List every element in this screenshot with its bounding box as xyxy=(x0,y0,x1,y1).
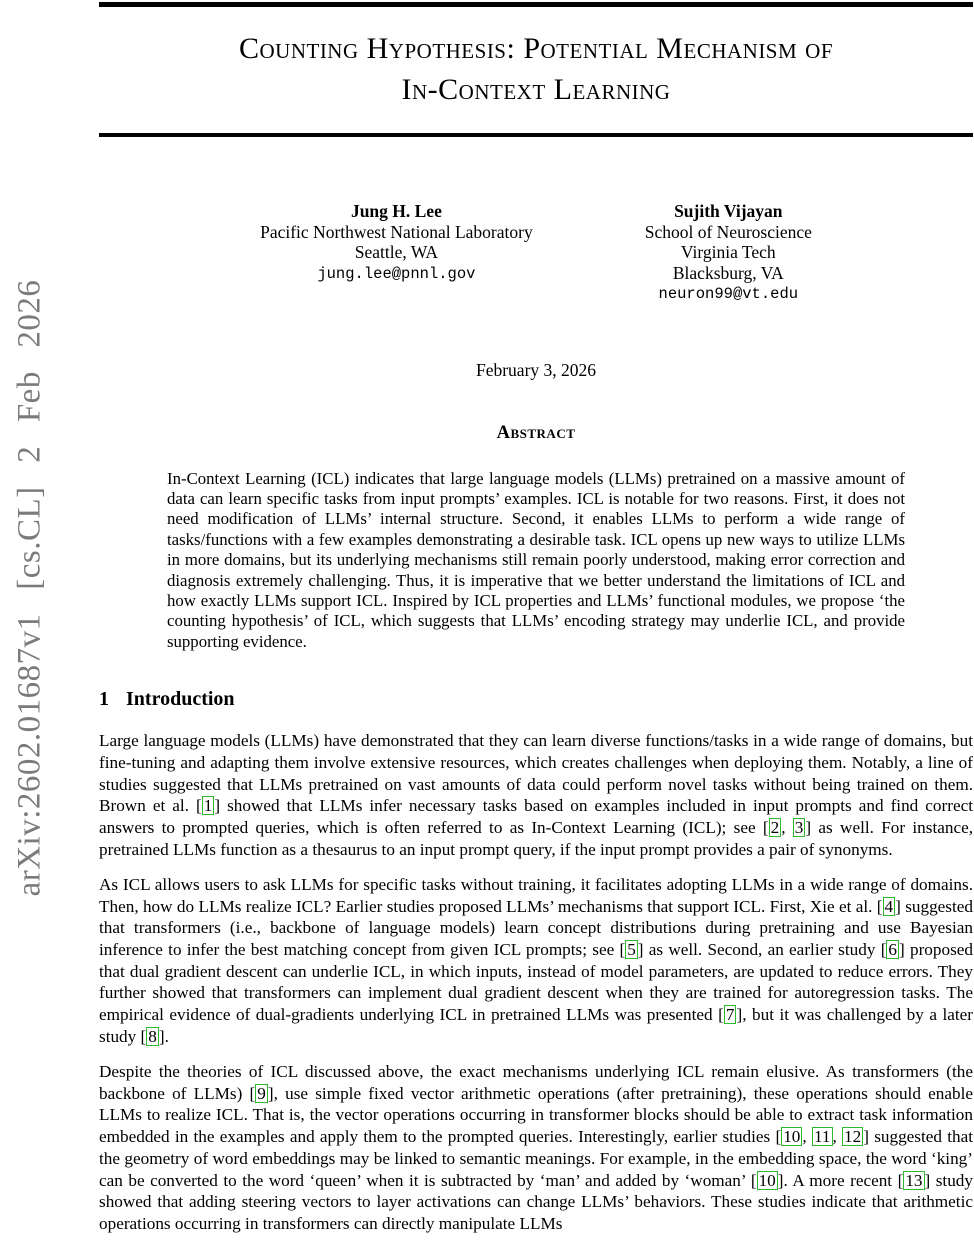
section-number: 1 xyxy=(99,688,109,711)
paper-date: February 3, 2026 xyxy=(475,359,597,380)
author-name: Sujith Vijayan xyxy=(674,201,783,221)
author-affiliation-line: School of Neuroscience xyxy=(644,221,812,242)
author-email: neuron99@vt.edu xyxy=(658,285,799,303)
citation-link[interactable]: [ 5 ] xyxy=(619,939,644,959)
citation-link[interactable]: [ 6 ] xyxy=(880,939,905,959)
citation-number[interactable]: 2 xyxy=(770,817,780,837)
body-paragraphs xyxy=(99,730,973,1234)
paragraph: Large language models (LLMs) have demonstrated that they can learn diverse functions/tasks in a wide range of domains, but fine-tuning and adapting them involve extensive resources, which creates challenges when deploying them. Notably, a line of studies suggested that LLMs pretrained on vast amounts of data could perform novel tasks without being trained on them. Brown et al. [ 1 ] showed that LLMs infer necessary tasks based on examples included in input prompts and find correct answers to prompted queries, which is often referred to as In-Context Learning (ICL); see [ 2 , 3 ] as well. For instance, pretrained LLMs function as a thesaurus to an input prompt query, if the input prompt provides a pair of synonyms. xyxy=(99,731,973,859)
citation-number[interactable]: 4 xyxy=(884,896,894,916)
arxiv-watermark: arXiv:2602.01687v1 [cs.CL] 2 Feb 2026 xyxy=(11,279,48,897)
citation-link[interactable]: [ 4 ] xyxy=(876,896,901,916)
paper-title-line2: In-Context Learning xyxy=(401,73,671,106)
citation-number[interactable]: 8 xyxy=(148,1026,157,1046)
citation-number[interactable]: 5 xyxy=(627,939,636,959)
citation-link[interactable]: [ 8 ] xyxy=(140,1026,165,1046)
title-rule xyxy=(99,133,973,137)
authors-row xyxy=(99,201,973,305)
page-content xyxy=(99,0,973,1248)
citation-number[interactable]: 10 xyxy=(783,1127,801,1147)
citation-number[interactable]: 12 xyxy=(844,1127,862,1147)
author-affiliation-line: Virginia Tech xyxy=(680,242,776,262)
author-block-2 xyxy=(645,201,812,305)
abstract-text: In-Context Learning (ICL) indicates that large language models (LLMs) pretrained on a massive amount of data can learn specific tasks from input prompts’ examples. ICL is notable for two reasons. First, it does not need modification of LLMs’ internal structure. Second, it enables LLMs to perform a wide range of tasks/functions with a few examples demonstrating a desirable task. ICL opens up new ways to utilize LLMs in more domains, but its underlying mechanisms still remain poorly understood, making error correction and diagnosis extremely challenging. Thus, it is imperative that we better understand the limitations of ICL and how exactly LLMs support ICL. Inspired by ICL properties and LLMs’ functional modules, we propose ‘the counting hypothesis’ of ICL, which suggests that LLMs’ encoding strategy may underlie ICL, and provide supporting evidence. xyxy=(167,468,905,651)
citation-link[interactable]: [ 10 ] xyxy=(750,1170,784,1190)
section-heading-introduction xyxy=(99,688,973,711)
author-name: Jung H. Lee xyxy=(350,201,442,221)
citation-link[interactable]: [ 7 ] xyxy=(718,1005,743,1025)
citation-link[interactable]: [ 13 ] xyxy=(897,1170,931,1190)
citation-link[interactable]: [ 9 ] xyxy=(249,1083,274,1103)
author-affiliation-line: Pacific Northwest National Laboratory xyxy=(260,221,533,242)
section-title: Introduction xyxy=(126,688,235,711)
paragraph: As ICL allows users to ask LLMs for specific tasks without training, it facilitates adopting LLMs in a wide range of domains. Then, how do LLMs realize ICL? Earlier studies proposed LLMs’ mechanisms that support ICL. First, Xie et al. [ 4 ] suggested that transformers (i.e., backbone of language models) learn concept distributions during pretraining and use Bayesian inference to infer the best matching concept from given ICL prompts; see [ 5 ] as well. Second, an earlier study [ 6 ] proposed that dual gradient descent can underlie ICL, in which inputs, instead of model parameters, are updated to reduce errors. They further showed that transformers can implement dual gradient descent when they are trained for autoregression tasks. The empirical evidence of dual-gradients underlying ICL in pretrained LLMs was presented [ 7 ], but it was challenged by a later study [ 8 ]. xyxy=(99,874,974,1046)
citation-number[interactable]: 7 xyxy=(725,1005,735,1025)
citation-number[interactable]: 3 xyxy=(794,817,804,837)
author-email: jung.lee@pnnl.gov xyxy=(317,264,476,283)
paragraph: Despite the theories of ICL discussed above, the exact mechanisms underlying ICL remain elusive. As transformers (the backbone of LLMs) [ 9 ], use simple fixed vector arithmetic operations (after pretraining), these operations should enable LLMs to realize ICL. That is, the vector operations occurring in transformer blocks should be able to extract task information embedded in the examples and apply them to the prompted queries. Interestingly, earlier studies [ 10 , 11 , 12 ] suggested that the geometry of word embeddings may be linked to semantic meanings. For example, in the embedding space, the word ‘king’ can be converted to the word ‘queen’ when it is subtracted by ‘man’ and added by ‘woman’ [ 10 ]. A more recent [ 13 ] study showed that adding steering vectors to layer activations can change LLMs’ behaviors. These studies indicate that arithmetic operations occurring in transformers can directly manipulate LLMs xyxy=(99,1062,974,1233)
citation-number[interactable]: 13 xyxy=(905,1170,923,1190)
citation-link[interactable]: [ 10 , 11 , 12 ] xyxy=(775,1127,869,1147)
citation-number[interactable]: 9 xyxy=(257,1083,266,1103)
author-affiliation-line: Blacksburg, VA xyxy=(672,262,784,283)
citation-number[interactable]: 6 xyxy=(888,939,898,959)
author-affiliation-line: Seattle, WA xyxy=(354,242,439,262)
citation-number[interactable]: 11 xyxy=(813,1127,831,1147)
citation-link[interactable]: [ 1 ] xyxy=(195,796,221,816)
top-rule xyxy=(99,2,973,7)
paper-title-line1: Counting Hypothesis: Potential Mechanism of xyxy=(238,32,834,65)
paper-title xyxy=(99,28,973,110)
citation-number[interactable]: 1 xyxy=(203,796,213,816)
citation-link[interactable]: [ 2 , 3 ] xyxy=(762,817,812,837)
author-block-1 xyxy=(260,201,533,305)
abstract-heading: Abstract xyxy=(496,422,576,443)
citation-number[interactable]: 10 xyxy=(758,1170,776,1190)
